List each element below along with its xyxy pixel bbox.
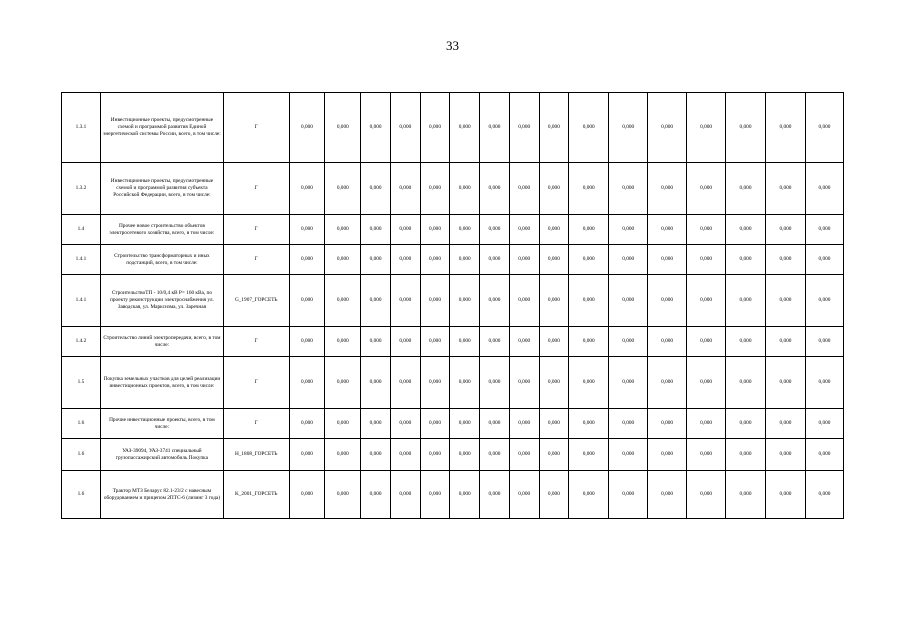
value-cell: 0,000 bbox=[390, 245, 420, 275]
value-cell: 0,000 bbox=[289, 245, 325, 275]
value-cell: 0,000 bbox=[609, 327, 648, 357]
value-cell: 0,000 bbox=[480, 215, 510, 245]
value-cell: 0,000 bbox=[289, 409, 325, 439]
row-number-cell: 1.6 bbox=[62, 471, 101, 519]
project-name-cell: Инвестиционные проекты, предусмотренные схемой и программой развития Единой энергетической системы России, всего, в том числе: bbox=[100, 93, 223, 163]
project-name-cell: Строительство линий электропередачи, всего, в том числе: bbox=[100, 327, 223, 357]
value-cell: 0,000 bbox=[450, 275, 480, 327]
value-cell: 0,000 bbox=[390, 471, 420, 519]
value-cell: 0,000 bbox=[648, 439, 687, 471]
value-cell: 0,000 bbox=[480, 409, 510, 439]
row-number-cell: 1.5 bbox=[62, 357, 101, 409]
value-cell: 0,000 bbox=[289, 357, 325, 409]
value-cell: 0,000 bbox=[726, 409, 766, 439]
value-cell: 0,000 bbox=[569, 439, 609, 471]
value-cell: 0,000 bbox=[805, 93, 843, 163]
value-cell: 0,000 bbox=[539, 163, 569, 215]
value-cell: 0,000 bbox=[805, 357, 843, 409]
value-cell: 0,000 bbox=[569, 215, 609, 245]
value-cell: 0,000 bbox=[509, 439, 539, 471]
value-cell: 0,000 bbox=[687, 357, 726, 409]
project-name-cell: Покупка земельных участков для целей реализации инвестиционных проектов, всего, в том числе: bbox=[100, 357, 223, 409]
value-cell: 0,000 bbox=[420, 357, 450, 409]
project-code-cell: Г bbox=[223, 357, 289, 409]
value-cell: 0,000 bbox=[609, 471, 648, 519]
value-cell: 0,000 bbox=[648, 245, 687, 275]
value-cell: 0,000 bbox=[480, 357, 510, 409]
row-number-cell: 1.3.2 bbox=[62, 163, 101, 215]
value-cell: 0,000 bbox=[509, 93, 539, 163]
row-number-cell: 1.4.2 bbox=[62, 327, 101, 357]
value-cell: 0,000 bbox=[509, 245, 539, 275]
table-row bbox=[62, 409, 844, 439]
value-cell: 0,000 bbox=[648, 275, 687, 327]
value-cell: 0,000 bbox=[687, 439, 726, 471]
value-cell: 0,000 bbox=[648, 327, 687, 357]
value-cell: 0,000 bbox=[726, 245, 766, 275]
value-cell: 0,000 bbox=[726, 215, 766, 245]
value-cell: 0,000 bbox=[325, 93, 361, 163]
table-row bbox=[62, 215, 844, 245]
value-cell: 0,000 bbox=[766, 327, 806, 357]
value-cell: 0,000 bbox=[539, 471, 569, 519]
value-cell: 0,000 bbox=[390, 93, 420, 163]
value-cell: 0,000 bbox=[450, 215, 480, 245]
project-code-cell: Г bbox=[223, 93, 289, 163]
value-cell: 0,000 bbox=[480, 327, 510, 357]
row-number-cell: 1.4 bbox=[62, 215, 101, 245]
value-cell: 0,000 bbox=[361, 409, 391, 439]
value-cell: 0,000 bbox=[325, 439, 361, 471]
value-cell: 0,000 bbox=[539, 275, 569, 327]
value-cell: 0,000 bbox=[509, 275, 539, 327]
value-cell: 0,000 bbox=[450, 327, 480, 357]
value-cell: 0,000 bbox=[325, 245, 361, 275]
value-cell: 0,000 bbox=[609, 93, 648, 163]
value-cell: 0,000 bbox=[539, 327, 569, 357]
value-cell: 0,000 bbox=[325, 215, 361, 245]
row-number-cell: 1.3.1 bbox=[62, 93, 101, 163]
row-number-cell: 1.4.1 bbox=[62, 275, 101, 327]
value-cell: 0,000 bbox=[450, 409, 480, 439]
value-cell: 0,000 bbox=[289, 439, 325, 471]
value-cell: 0,000 bbox=[687, 327, 726, 357]
value-cell: 0,000 bbox=[289, 275, 325, 327]
value-cell: 0,000 bbox=[569, 327, 609, 357]
table-body bbox=[62, 93, 844, 519]
value-cell: 0,000 bbox=[480, 439, 510, 471]
value-cell: 0,000 bbox=[609, 245, 648, 275]
value-cell: 0,000 bbox=[687, 93, 726, 163]
value-cell: 0,000 bbox=[420, 93, 450, 163]
value-cell: 0,000 bbox=[480, 245, 510, 275]
value-cell: 0,000 bbox=[509, 357, 539, 409]
value-cell: 0,000 bbox=[766, 163, 806, 215]
value-cell: 0,000 bbox=[480, 275, 510, 327]
value-cell: 0,000 bbox=[390, 439, 420, 471]
value-cell: 0,000 bbox=[726, 471, 766, 519]
value-cell: 0,000 bbox=[420, 215, 450, 245]
value-cell: 0,000 bbox=[569, 357, 609, 409]
value-cell: 0,000 bbox=[390, 215, 420, 245]
value-cell: 0,000 bbox=[766, 439, 806, 471]
project-name-cell: Трактор МТЗ Беларус 82.1-23/2 с навесным оборудованием и прицепом 2ПТС-6 (лизинг 3 года) bbox=[100, 471, 223, 519]
project-name-cell: Прочие инвестиционные проекты, всего, в том числе: bbox=[100, 409, 223, 439]
value-cell: 0,000 bbox=[420, 439, 450, 471]
value-cell: 0,000 bbox=[325, 409, 361, 439]
value-cell: 0,000 bbox=[726, 93, 766, 163]
table-row bbox=[62, 275, 844, 327]
value-cell: 0,000 bbox=[361, 275, 391, 327]
value-cell: 0,000 bbox=[539, 357, 569, 409]
value-cell: 0,000 bbox=[687, 245, 726, 275]
value-cell: 0,000 bbox=[289, 93, 325, 163]
value-cell: 0,000 bbox=[361, 471, 391, 519]
project-code-cell: H_1808_ГОРСЕТЬ bbox=[223, 439, 289, 471]
table-row bbox=[62, 327, 844, 357]
value-cell: 0,000 bbox=[687, 215, 726, 245]
value-cell: 0,000 bbox=[766, 357, 806, 409]
value-cell: 0,000 bbox=[390, 357, 420, 409]
table-row bbox=[62, 439, 844, 471]
value-cell: 0,000 bbox=[539, 409, 569, 439]
table-row bbox=[62, 245, 844, 275]
value-cell: 0,000 bbox=[539, 215, 569, 245]
value-cell: 0,000 bbox=[805, 471, 843, 519]
row-number-cell: 1.6 bbox=[62, 439, 101, 471]
value-cell: 0,000 bbox=[766, 215, 806, 245]
value-cell: 0,000 bbox=[805, 439, 843, 471]
value-cell: 0,000 bbox=[766, 471, 806, 519]
value-cell: 0,000 bbox=[450, 245, 480, 275]
value-cell: 0,000 bbox=[539, 245, 569, 275]
value-cell: 0,000 bbox=[766, 93, 806, 163]
value-cell: 0,000 bbox=[420, 275, 450, 327]
row-number-cell: 1.6 bbox=[62, 409, 101, 439]
value-cell: 0,000 bbox=[509, 215, 539, 245]
value-cell: 0,000 bbox=[648, 215, 687, 245]
project-name-cell: СтроительствоТП - 10/0,4 кВ Р= 160 кВа, по проекту реконструкции электроснабжения ул. Заводская, ул. Марксизма, ул. Заречная bbox=[100, 275, 223, 327]
value-cell: 0,000 bbox=[450, 357, 480, 409]
value-cell: 0,000 bbox=[805, 215, 843, 245]
value-cell: 0,000 bbox=[390, 327, 420, 357]
value-cell: 0,000 bbox=[509, 163, 539, 215]
value-cell: 0,000 bbox=[420, 471, 450, 519]
value-cell: 0,000 bbox=[289, 215, 325, 245]
value-cell: 0,000 bbox=[361, 357, 391, 409]
row-number-cell: 1.4.1 bbox=[62, 245, 101, 275]
table-row bbox=[62, 93, 844, 163]
page-number: 33 bbox=[446, 38, 459, 53]
project-code-cell: Г bbox=[223, 163, 289, 215]
value-cell: 0,000 bbox=[726, 163, 766, 215]
value-cell: 0,000 bbox=[648, 163, 687, 215]
value-cell: 0,000 bbox=[726, 439, 766, 471]
value-cell: 0,000 bbox=[390, 163, 420, 215]
table-row bbox=[62, 357, 844, 409]
value-cell: 0,000 bbox=[805, 163, 843, 215]
value-cell: 0,000 bbox=[726, 275, 766, 327]
value-cell: 0,000 bbox=[420, 163, 450, 215]
value-cell: 0,000 bbox=[325, 275, 361, 327]
value-cell: 0,000 bbox=[325, 163, 361, 215]
value-cell: 0,000 bbox=[361, 245, 391, 275]
value-cell: 0,000 bbox=[325, 327, 361, 357]
value-cell: 0,000 bbox=[609, 163, 648, 215]
value-cell: 0,000 bbox=[361, 327, 391, 357]
value-cell: 0,000 bbox=[420, 245, 450, 275]
project-name-cell: Прочее новое строительство объектов электросетевого хозяйства, всего, в том числе: bbox=[100, 215, 223, 245]
project-code-cell: K_2001_ГОРСЕТЬ bbox=[223, 471, 289, 519]
value-cell: 0,000 bbox=[325, 357, 361, 409]
value-cell: 0,000 bbox=[726, 357, 766, 409]
value-cell: 0,000 bbox=[726, 327, 766, 357]
value-cell: 0,000 bbox=[805, 275, 843, 327]
value-cell: 0,000 bbox=[450, 93, 480, 163]
value-cell: 0,000 bbox=[766, 275, 806, 327]
value-cell: 0,000 bbox=[539, 93, 569, 163]
value-cell: 0,000 bbox=[609, 409, 648, 439]
value-cell: 0,000 bbox=[509, 409, 539, 439]
value-cell: 0,000 bbox=[805, 409, 843, 439]
value-cell: 0,000 bbox=[805, 327, 843, 357]
project-code-cell: G_1907_ГОРСЕТЬ bbox=[223, 275, 289, 327]
value-cell: 0,000 bbox=[289, 471, 325, 519]
value-cell: 0,000 bbox=[361, 215, 391, 245]
project-code-cell: Г bbox=[223, 327, 289, 357]
value-cell: 0,000 bbox=[480, 471, 510, 519]
value-cell: 0,000 bbox=[325, 471, 361, 519]
value-cell: 0,000 bbox=[648, 357, 687, 409]
value-cell: 0,000 bbox=[569, 471, 609, 519]
project-name-cell: УАЗ-39094, УАЗ-3741 специальный грузопассажирский автомобиль Покупка bbox=[100, 439, 223, 471]
project-code-cell: Г bbox=[223, 245, 289, 275]
value-cell: 0,000 bbox=[648, 93, 687, 163]
table-row bbox=[62, 163, 844, 215]
value-cell: 0,000 bbox=[569, 275, 609, 327]
table-row bbox=[62, 471, 844, 519]
value-cell: 0,000 bbox=[569, 93, 609, 163]
value-cell: 0,000 bbox=[569, 245, 609, 275]
project-name-cell: Строительство трансформаторных и иных подстанций, всего, в том числе: bbox=[100, 245, 223, 275]
value-cell: 0,000 bbox=[289, 327, 325, 357]
value-cell: 0,000 bbox=[450, 163, 480, 215]
value-cell: 0,000 bbox=[687, 275, 726, 327]
value-cell: 0,000 bbox=[648, 471, 687, 519]
value-cell: 0,000 bbox=[648, 409, 687, 439]
value-cell: 0,000 bbox=[450, 439, 480, 471]
value-cell: 0,000 bbox=[450, 471, 480, 519]
value-cell: 0,000 bbox=[361, 163, 391, 215]
value-cell: 0,000 bbox=[766, 409, 806, 439]
value-cell: 0,000 bbox=[480, 93, 510, 163]
value-cell: 0,000 bbox=[390, 275, 420, 327]
value-cell: 0,000 bbox=[539, 439, 569, 471]
value-cell: 0,000 bbox=[569, 163, 609, 215]
value-cell: 0,000 bbox=[609, 357, 648, 409]
value-cell: 0,000 bbox=[609, 439, 648, 471]
investment-table bbox=[61, 92, 844, 519]
value-cell: 0,000 bbox=[289, 163, 325, 215]
value-cell: 0,000 bbox=[609, 275, 648, 327]
value-cell: 0,000 bbox=[687, 163, 726, 215]
value-cell: 0,000 bbox=[361, 439, 391, 471]
value-cell: 0,000 bbox=[687, 471, 726, 519]
value-cell: 0,000 bbox=[361, 93, 391, 163]
value-cell: 0,000 bbox=[390, 409, 420, 439]
value-cell: 0,000 bbox=[766, 245, 806, 275]
value-cell: 0,000 bbox=[687, 409, 726, 439]
value-cell: 0,000 bbox=[805, 245, 843, 275]
value-cell: 0,000 bbox=[569, 409, 609, 439]
project-code-cell: Г bbox=[223, 215, 289, 245]
value-cell: 0,000 bbox=[509, 327, 539, 357]
value-cell: 0,000 bbox=[480, 163, 510, 215]
value-cell: 0,000 bbox=[420, 327, 450, 357]
value-cell: 0,000 bbox=[420, 409, 450, 439]
value-cell: 0,000 bbox=[609, 215, 648, 245]
value-cell: 0,000 bbox=[509, 471, 539, 519]
project-name-cell: Инвестиционные проекты, предусмотренные схемой и программой развития субъекта Российской Федерации, всего, в том числе: bbox=[100, 163, 223, 215]
project-code-cell: Г bbox=[223, 409, 289, 439]
